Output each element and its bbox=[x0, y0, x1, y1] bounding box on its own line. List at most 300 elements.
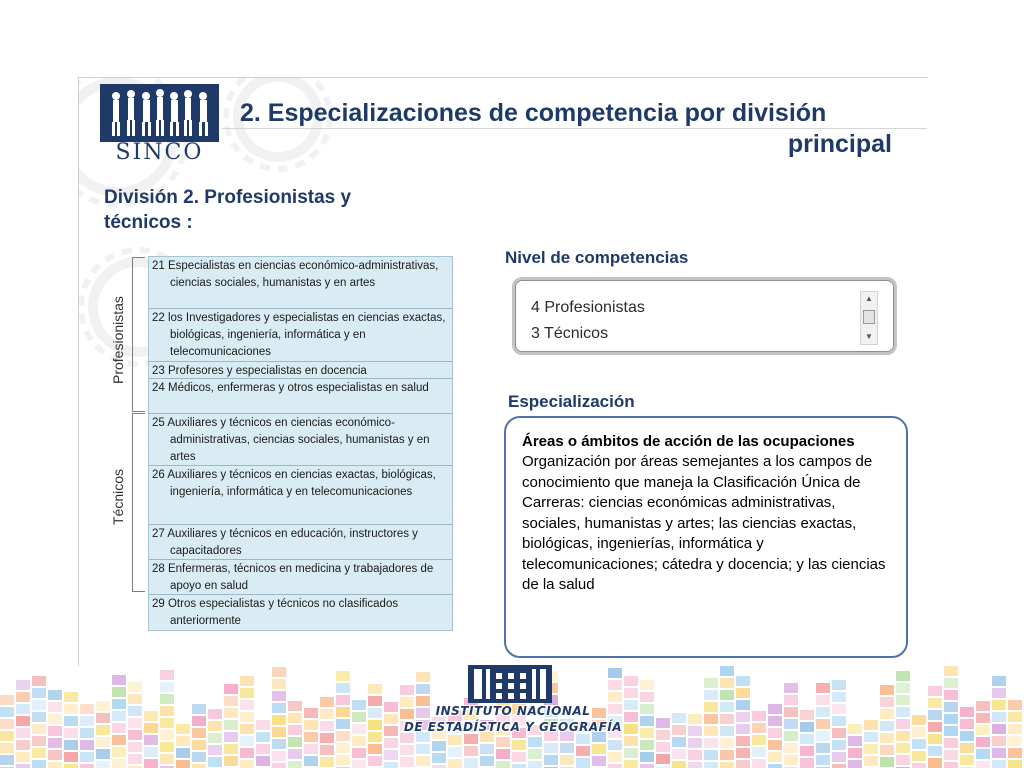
color-bar-cell bbox=[224, 684, 238, 694]
color-bar-cell bbox=[944, 702, 958, 712]
color-bar-cell bbox=[944, 750, 958, 760]
color-bar-cell bbox=[1008, 724, 1022, 734]
color-bar-cell bbox=[832, 752, 846, 762]
color-bar-cell bbox=[640, 752, 654, 762]
color-bar-cell bbox=[32, 712, 46, 722]
scroll-down-icon[interactable]: ▼ bbox=[865, 332, 873, 341]
color-bar-cell bbox=[32, 676, 46, 686]
color-bar-cell bbox=[48, 690, 62, 700]
color-bar-cell bbox=[272, 703, 286, 713]
color-bar-cell bbox=[896, 707, 910, 717]
tecnicos-label: Técnicos bbox=[110, 468, 126, 525]
color-bar-cell bbox=[96, 761, 110, 768]
color-bar-cell bbox=[592, 744, 606, 754]
color-bar-cell bbox=[368, 756, 382, 766]
color-bar-cell bbox=[464, 758, 478, 768]
color-bar-cell bbox=[32, 724, 46, 734]
nivel-option[interactable]: 4 Profesionistas bbox=[531, 299, 645, 316]
inegi-logo bbox=[398, 665, 628, 743]
color-bar-cell bbox=[32, 688, 46, 698]
color-bar-cell bbox=[0, 719, 14, 729]
color-bar-cell bbox=[16, 728, 30, 738]
color-bar-cell bbox=[992, 736, 1006, 746]
color-bar-cell bbox=[80, 752, 94, 762]
color-bar-cell bbox=[816, 743, 830, 753]
color-bar-cell bbox=[368, 720, 382, 730]
color-bar-cell bbox=[864, 720, 878, 730]
color-bar-cell bbox=[928, 758, 942, 768]
especializacion-heading: Áreas o ámbitos de acción de las ocupaciones bbox=[522, 433, 855, 450]
color-bar-cell bbox=[688, 750, 702, 760]
color-bar-cell bbox=[720, 666, 734, 676]
color-bar-cell bbox=[288, 701, 302, 711]
color-bar-cell bbox=[48, 750, 62, 760]
color-bar-cell bbox=[736, 724, 750, 734]
color-bar-cell bbox=[144, 759, 158, 768]
color-bar-cell bbox=[640, 728, 654, 738]
color-bar-cell bbox=[304, 744, 318, 754]
profesionistas-label: Profesionistas bbox=[110, 296, 126, 384]
color-bar-cell bbox=[816, 683, 830, 693]
color-bar-cell bbox=[800, 746, 814, 756]
especializacion-title: Especialización bbox=[508, 392, 635, 411]
color-bar-cell bbox=[224, 744, 238, 754]
color-bar-cell bbox=[112, 735, 126, 745]
color-bar-cell bbox=[880, 745, 894, 755]
color-bar-cell bbox=[912, 715, 926, 725]
color-bar-cell bbox=[304, 756, 318, 766]
color-bar-cell bbox=[1008, 712, 1022, 722]
color-bar-cell bbox=[256, 732, 270, 742]
color-bar-cell bbox=[896, 719, 910, 729]
color-bar-cell bbox=[352, 748, 366, 758]
color-bar-cell bbox=[336, 671, 350, 681]
color-bar-cell bbox=[176, 724, 190, 734]
color-bar-cell bbox=[880, 697, 894, 707]
color-bar-cell bbox=[64, 764, 78, 768]
color-bar-cell bbox=[784, 731, 798, 741]
color-bar-cell bbox=[496, 761, 510, 768]
color-bar-cell bbox=[352, 700, 366, 710]
color-bar-cell bbox=[96, 749, 110, 759]
color-bar-cell bbox=[16, 716, 30, 726]
color-bar-cell bbox=[416, 744, 430, 754]
color-bar-cell bbox=[48, 702, 62, 712]
color-bar-cell bbox=[736, 760, 750, 768]
color-bar-cell bbox=[912, 751, 926, 761]
color-bar-cell bbox=[848, 748, 862, 758]
color-bar-cell bbox=[256, 756, 270, 766]
color-bar-cell bbox=[880, 733, 894, 743]
color-bar-cell bbox=[752, 711, 766, 721]
color-bar-cell bbox=[640, 680, 654, 690]
color-bar-cell bbox=[128, 694, 142, 704]
color-bar-cell bbox=[912, 727, 926, 737]
color-bar-cell bbox=[608, 752, 622, 762]
color-bar-cell bbox=[96, 701, 110, 711]
color-bar-cell bbox=[976, 725, 990, 735]
color-bar-cell bbox=[16, 752, 30, 762]
color-bar-cell bbox=[992, 712, 1006, 722]
color-bar-cell bbox=[944, 714, 958, 724]
color-bar-cell bbox=[736, 736, 750, 746]
color-bar-cell bbox=[160, 682, 174, 692]
color-bar-cell bbox=[800, 710, 814, 720]
color-bar-cell bbox=[560, 743, 574, 753]
color-bar-cell bbox=[720, 702, 734, 712]
color-bar-cell bbox=[288, 713, 302, 723]
color-bar-cell bbox=[928, 722, 942, 732]
sinco-logo bbox=[100, 84, 219, 165]
color-bar-cell bbox=[160, 670, 174, 680]
color-bar-cell bbox=[144, 747, 158, 757]
color-bar-cell bbox=[976, 713, 990, 723]
color-bar-cell bbox=[16, 740, 30, 750]
color-bar-cell bbox=[480, 756, 494, 766]
color-bar-cell bbox=[608, 764, 622, 768]
color-bar-cell bbox=[336, 695, 350, 705]
color-bar-cell bbox=[496, 749, 510, 759]
color-bar-cell bbox=[320, 733, 334, 743]
color-bar-cell bbox=[832, 716, 846, 726]
color-bar-cell bbox=[336, 707, 350, 717]
color-bar-cell bbox=[272, 715, 286, 725]
color-bar-cell bbox=[656, 742, 670, 752]
table-cell: 24 Médicos, enfermeras y otros especialistas en salud bbox=[152, 382, 429, 394]
color-bar-cell bbox=[672, 761, 686, 768]
color-bar-cell bbox=[288, 725, 302, 735]
color-bar-cell bbox=[736, 748, 750, 758]
color-bar-cell bbox=[272, 667, 286, 677]
color-bar-cell bbox=[640, 740, 654, 750]
color-bar-cell bbox=[80, 704, 94, 714]
color-bar-cell bbox=[0, 731, 14, 741]
division-title bbox=[104, 185, 404, 235]
color-bar-cell bbox=[128, 718, 142, 728]
color-bar-cell bbox=[720, 750, 734, 760]
color-bar-cell bbox=[0, 695, 14, 705]
color-bar-cell bbox=[784, 695, 798, 705]
color-bar-cell bbox=[320, 709, 334, 719]
color-bar-cell bbox=[992, 700, 1006, 710]
color-bar-cell bbox=[208, 745, 222, 755]
color-bar-cell bbox=[208, 757, 222, 767]
nivel-option[interactable]: 3 Técnicos bbox=[531, 325, 609, 342]
table-row bbox=[149, 379, 452, 414]
inegi-logo-mark bbox=[468, 665, 552, 703]
color-bar-cell bbox=[272, 727, 286, 737]
color-bar-cell bbox=[800, 734, 814, 744]
color-bar-cell bbox=[224, 720, 238, 730]
color-bar-cell bbox=[816, 731, 830, 741]
color-bar-cell bbox=[656, 718, 670, 728]
color-bar-cell bbox=[592, 756, 606, 766]
color-bar-cell bbox=[320, 745, 334, 755]
color-bar-cell bbox=[832, 740, 846, 750]
color-bar-cell bbox=[880, 757, 894, 767]
color-bar-cell bbox=[256, 720, 270, 730]
color-bar-cell bbox=[432, 753, 446, 763]
page-title-line2: principal bbox=[787, 130, 892, 158]
color-bar-cell bbox=[832, 704, 846, 714]
color-bar-cell bbox=[704, 678, 718, 688]
color-bar-cell bbox=[976, 701, 990, 711]
color-bar-cell bbox=[832, 764, 846, 768]
sinco-logo-text: SINCO bbox=[115, 140, 204, 165]
color-bar-cell bbox=[768, 704, 782, 714]
color-bar-cell bbox=[832, 728, 846, 738]
especializacion-body: Organización por áreas semejantes a los campos de conocimiento que maneja la Clasificación Única de Carreras: ciencias económicas administrativas, sociales, humanistas y artes; las ciencias exactas, biológicas, ingenierías, informática y telecomunicaciones; cátedra y docencia; y las ciencias de la salud bbox=[522, 453, 886, 593]
color-bar-cell bbox=[784, 743, 798, 753]
color-bar-cell bbox=[752, 747, 766, 757]
color-bar-cell bbox=[48, 726, 62, 736]
color-bar-cell bbox=[768, 752, 782, 762]
color-bar-cell bbox=[160, 706, 174, 716]
color-bar-cell bbox=[224, 732, 238, 742]
color-bar-cell bbox=[960, 743, 974, 753]
color-bar-cell bbox=[672, 737, 686, 747]
color-bar-cell bbox=[704, 738, 718, 748]
color-bar-cell bbox=[704, 726, 718, 736]
color-bar-cell bbox=[112, 711, 126, 721]
color-bar-cell bbox=[352, 760, 366, 768]
color-bar-cell bbox=[320, 757, 334, 767]
table-cell: 23 Profesores y especialistas en docencia bbox=[152, 365, 367, 377]
color-bar-cell bbox=[576, 746, 590, 756]
color-bar-cell bbox=[16, 680, 30, 690]
color-bar-cell bbox=[240, 712, 254, 722]
color-bar-cell bbox=[384, 762, 398, 768]
table-cell: 25 Auxiliares y técnicos en ciencias económico-administrativas, ciencias sociales, humanistas y en artes bbox=[152, 417, 430, 463]
color-bar-cell bbox=[16, 692, 30, 702]
color-bar-cell bbox=[192, 728, 206, 738]
table-cell: 21 Especialistas en ciencias económico-administrativas, ciencias sociales, humanistas y en artes bbox=[152, 260, 439, 289]
table-row bbox=[149, 257, 452, 309]
color-bar-cell bbox=[16, 704, 30, 714]
color-bar-cell bbox=[128, 742, 142, 752]
color-bar-cell bbox=[880, 709, 894, 719]
color-bar-cell bbox=[720, 714, 734, 724]
color-bar-cell bbox=[112, 687, 126, 697]
color-bar-cell bbox=[208, 733, 222, 743]
color-bar-cell bbox=[320, 721, 334, 731]
color-bar-cell bbox=[528, 761, 542, 768]
color-bar-cell bbox=[64, 752, 78, 762]
color-bar-cell bbox=[352, 712, 366, 722]
color-bar-cell bbox=[816, 719, 830, 729]
color-bar-cell bbox=[752, 723, 766, 733]
color-bar-cell bbox=[240, 736, 254, 746]
color-bar-cell bbox=[992, 748, 1006, 758]
color-bar-cell bbox=[832, 680, 846, 690]
color-bar-cell bbox=[480, 744, 494, 754]
color-bar-cell bbox=[112, 699, 126, 709]
color-bar-cell bbox=[880, 721, 894, 731]
inegi-name bbox=[398, 703, 628, 735]
color-bar-cell bbox=[640, 716, 654, 726]
color-bar-cell bbox=[736, 688, 750, 698]
color-bar-cell bbox=[944, 690, 958, 700]
color-bar-cell bbox=[928, 686, 942, 696]
nivel-title: Nivel de competencias bbox=[505, 248, 689, 267]
color-bar-cell bbox=[752, 735, 766, 745]
table-cell: 28 Enfermeras, técnicos en medicina y trabajadores de apoyo en salud bbox=[152, 563, 434, 592]
color-bar-cell bbox=[176, 736, 190, 746]
color-bar-cell bbox=[720, 738, 734, 748]
color-bar-cell bbox=[512, 764, 526, 768]
color-bar-cell bbox=[736, 676, 750, 686]
color-bar-cell bbox=[640, 764, 654, 768]
color-bar-cell bbox=[848, 760, 862, 768]
color-bar-cell bbox=[944, 666, 958, 676]
color-bar-cell bbox=[976, 761, 990, 768]
color-bar-cell bbox=[640, 692, 654, 702]
color-bar-cell bbox=[656, 730, 670, 740]
scroll-thumb[interactable] bbox=[863, 310, 875, 324]
color-bar-cell bbox=[816, 755, 830, 765]
color-bar-cell bbox=[64, 716, 78, 726]
color-bar-cell bbox=[720, 690, 734, 700]
color-bar-cell bbox=[272, 739, 286, 749]
color-bar-cell bbox=[672, 713, 686, 723]
color-bar-cell bbox=[944, 726, 958, 736]
color-bar-cell bbox=[896, 683, 910, 693]
color-bar-cell bbox=[320, 697, 334, 707]
color-bar-cell bbox=[1008, 736, 1022, 746]
inegi-name-line2: DE ESTADÍSTICA Y GEOGRAFÍA bbox=[403, 720, 623, 734]
color-bar-cell bbox=[304, 708, 318, 718]
color-bar-cell bbox=[272, 763, 286, 768]
color-bar-cell bbox=[48, 762, 62, 768]
color-bar-cell bbox=[944, 678, 958, 688]
color-bar-cell bbox=[32, 760, 46, 768]
color-bar-cell bbox=[736, 700, 750, 710]
color-bar-cell bbox=[48, 738, 62, 748]
nivel-listbox[interactable] bbox=[512, 277, 897, 355]
color-bar-cell bbox=[784, 719, 798, 729]
listbox-scrollbar[interactable] bbox=[860, 291, 878, 345]
color-bar-cell bbox=[720, 726, 734, 736]
color-bar-cell bbox=[144, 735, 158, 745]
color-bar-cell bbox=[32, 736, 46, 746]
color-bar-cell bbox=[768, 764, 782, 768]
color-bar-cell bbox=[896, 743, 910, 753]
color-bar-cell bbox=[112, 723, 126, 733]
color-bar-cell bbox=[848, 736, 862, 746]
color-bar-cell bbox=[240, 724, 254, 734]
color-bar-cell bbox=[880, 685, 894, 695]
color-bar-cell bbox=[32, 700, 46, 710]
color-bar-cell bbox=[160, 718, 174, 728]
color-bar-cell bbox=[304, 732, 318, 742]
color-bar-cell bbox=[960, 755, 974, 765]
color-bar-cell bbox=[384, 726, 398, 736]
page-title bbox=[232, 98, 892, 160]
color-bar-cell bbox=[704, 762, 718, 768]
color-bar-cell bbox=[784, 683, 798, 693]
color-bar-cell bbox=[112, 747, 126, 757]
color-bar-cell bbox=[960, 731, 974, 741]
color-bar-cell bbox=[112, 675, 126, 685]
inegi-name-line1: INSTITUTO NACIONAL bbox=[435, 704, 591, 718]
color-bar-cell bbox=[32, 748, 46, 758]
color-bar-cell bbox=[80, 716, 94, 726]
color-bar-cell bbox=[912, 739, 926, 749]
color-bar-cell bbox=[800, 758, 814, 768]
color-bar-cell bbox=[192, 704, 206, 714]
color-bar-cell bbox=[272, 751, 286, 761]
color-bar-cell bbox=[704, 690, 718, 700]
color-bar-cell bbox=[208, 721, 222, 731]
color-bar-cell bbox=[624, 760, 638, 768]
color-bar-cell bbox=[336, 731, 350, 741]
specializations-table bbox=[148, 256, 453, 631]
table-row bbox=[149, 525, 452, 560]
color-bar-cell bbox=[160, 754, 174, 764]
color-bar-cell bbox=[832, 692, 846, 702]
color-bar-cell bbox=[160, 742, 174, 752]
color-bar-cell bbox=[240, 688, 254, 698]
color-bar-cell bbox=[960, 707, 974, 717]
color-bar-cell bbox=[240, 676, 254, 686]
color-bar-cell bbox=[208, 709, 222, 719]
color-bar-cell bbox=[288, 761, 302, 768]
color-bar-cell bbox=[224, 696, 238, 706]
color-bar-cell bbox=[720, 678, 734, 688]
color-bar-cell bbox=[384, 738, 398, 748]
color-bar-cell bbox=[0, 743, 14, 753]
color-bar-cell bbox=[768, 728, 782, 738]
color-bar-cell bbox=[288, 749, 302, 759]
color-bar-cell bbox=[928, 710, 942, 720]
color-bar-cell bbox=[896, 731, 910, 741]
color-bar-cell bbox=[992, 760, 1006, 768]
division-title-line1: División 2. Profesionistas y bbox=[104, 187, 352, 208]
color-bar-cell bbox=[752, 759, 766, 768]
color-bar-cell bbox=[992, 676, 1006, 686]
color-bar-cell bbox=[336, 755, 350, 765]
color-bar-cell bbox=[944, 762, 958, 768]
color-bar-cell bbox=[368, 696, 382, 706]
table-cell: 27 Auxiliares y técnicos en educación, instructores y capacitadores bbox=[152, 528, 418, 557]
color-bar-cell bbox=[768, 740, 782, 750]
color-bar-cell bbox=[976, 737, 990, 747]
table-row bbox=[149, 362, 452, 379]
color-bar-cell bbox=[64, 740, 78, 750]
color-bar-cell bbox=[96, 737, 110, 747]
color-bar-cell bbox=[1008, 700, 1022, 710]
color-bar-cell bbox=[352, 736, 366, 746]
color-bar-cell bbox=[160, 730, 174, 740]
color-bar-cell bbox=[176, 760, 190, 768]
color-bar-cell bbox=[400, 745, 414, 755]
color-bar-cell bbox=[64, 692, 78, 702]
color-bar-cell bbox=[624, 748, 638, 758]
color-bar-cell bbox=[896, 671, 910, 681]
color-bar-cell bbox=[128, 754, 142, 764]
color-bar-cell bbox=[864, 756, 878, 766]
scroll-up-icon[interactable]: ▲ bbox=[865, 294, 873, 303]
color-bar-cell bbox=[368, 732, 382, 742]
color-bar-cell bbox=[864, 744, 878, 754]
color-bar-cell bbox=[304, 720, 318, 730]
color-bar-cell bbox=[336, 743, 350, 753]
color-bar-cell bbox=[816, 695, 830, 705]
color-bar-cell bbox=[272, 679, 286, 689]
table-cell: 29 Otros especialistas y técnicos no clasificados anteriormente bbox=[152, 598, 399, 627]
color-bar-cell bbox=[368, 708, 382, 718]
color-bar-cell bbox=[368, 744, 382, 754]
